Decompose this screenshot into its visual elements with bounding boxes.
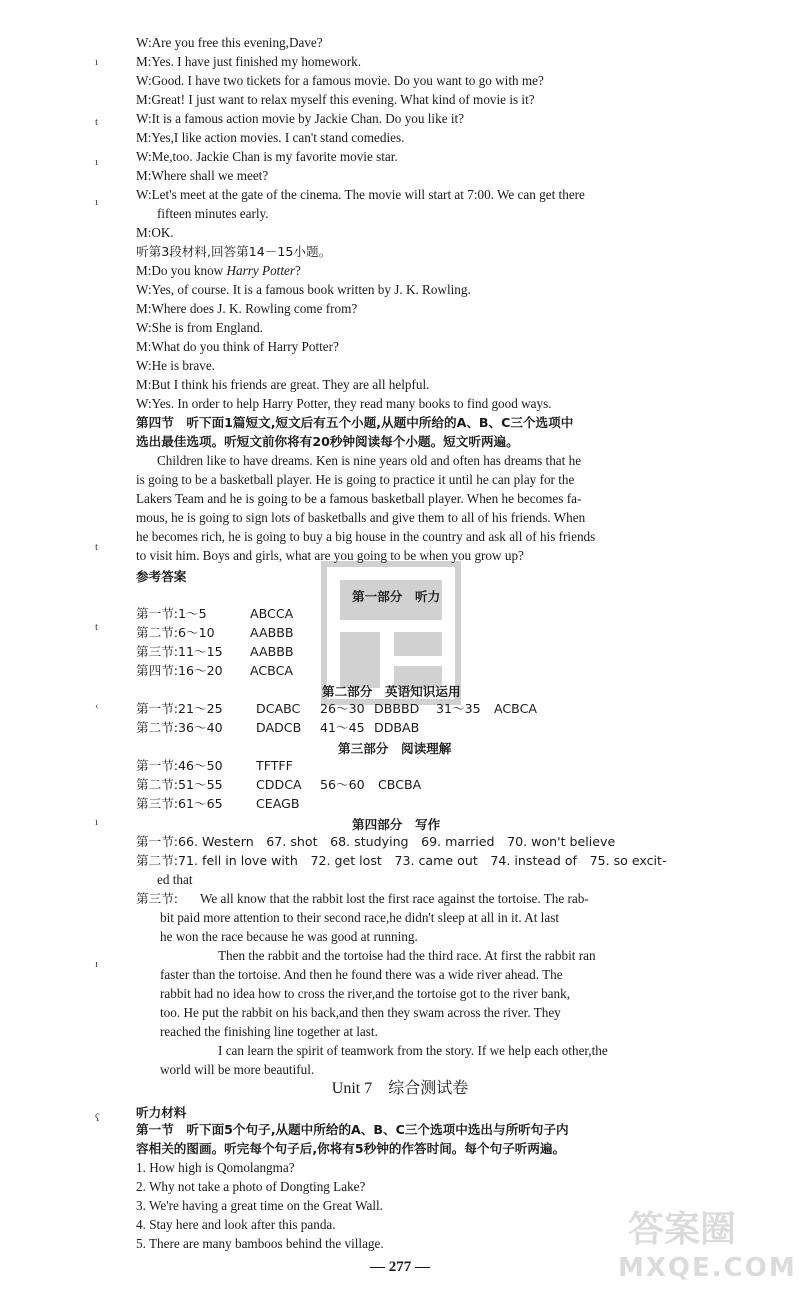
margin-mark: t bbox=[95, 541, 99, 553]
passage-line: Lakers Team and he is going to be a famous basketball player. When he becomes fa- bbox=[136, 491, 582, 506]
answer-value: DBBBD bbox=[374, 701, 420, 716]
dialogue-line: W:He is brave. bbox=[136, 358, 215, 373]
page-number: — 277 — bbox=[370, 1259, 430, 1275]
question-mark: ? bbox=[294, 263, 301, 278]
dialogue-line: W:Are you free this evening,Dave? bbox=[136, 35, 323, 50]
answer-value: ABCCA bbox=[250, 606, 294, 621]
margin-mark: ı bbox=[95, 816, 99, 828]
margin-mark: t bbox=[95, 621, 99, 633]
book-title: Harry Potter bbox=[226, 263, 295, 278]
margin-mark: ʕ bbox=[95, 1112, 100, 1124]
sentence-item: 2. Why not take a photo of Dongting Lake? bbox=[136, 1179, 366, 1194]
passage-line: is going to be a basketball player. He is going to practice it until he can play for the bbox=[136, 472, 575, 487]
sentence-item: 4. Stay here and look after this panda. bbox=[136, 1217, 336, 1232]
answer-row bbox=[136, 605, 293, 623]
material-3-heading: 听第3段材料,回答第14－15小题。 bbox=[136, 244, 332, 259]
answer-value: CDDCA bbox=[256, 777, 302, 792]
watermark-url: MXQE.COM bbox=[618, 1253, 797, 1283]
essay-line: We all know that the rabbit lost the first race against the tortoise. The rab- bbox=[200, 891, 589, 906]
answer-label: 41～45 bbox=[320, 720, 365, 735]
writing-section-1: 第一节:66. Western 67. shot 68. studying 69. married 70. won't believe bbox=[136, 834, 616, 849]
answer-label: 31～35 bbox=[436, 701, 481, 716]
part-1-title: 第一部分 听力 bbox=[352, 589, 441, 604]
dialogue-line: W:Let's meet at the gate of the cinema. The movie will start at 7:00. We can get there bbox=[136, 187, 585, 202]
answer-label: 第四节:16～20 bbox=[136, 663, 223, 678]
answer-label: 第一节:46～50 bbox=[136, 758, 223, 773]
section-4-instruction: 选出最佳选项。听短文前你将有20秒钟阅读每个小题。短文听两遍。 bbox=[136, 434, 519, 449]
passage-line: he becomes rich, he is going to buy a big house in the country and ask all of his friends bbox=[136, 529, 596, 544]
essay-line: rabbit had no idea how to cross the river,and the tortoise got to the river bank, bbox=[160, 986, 571, 1001]
dialogue-line: M:OK. bbox=[136, 225, 174, 240]
dialogue-line: fifteen minutes early. bbox=[157, 206, 269, 221]
listening-title: 听力材料 bbox=[136, 1105, 187, 1120]
answer-label: 第三节:11～15 bbox=[136, 644, 223, 659]
answer-label: 第二节:6～10 bbox=[136, 625, 215, 640]
sentence-item: 3. We're having a great time on the Great Wall. bbox=[136, 1198, 383, 1213]
answer-value: CBCBA bbox=[378, 777, 422, 792]
dialogue-line bbox=[136, 262, 301, 280]
dialogue-line: M:What do you think of Harry Potter? bbox=[136, 339, 339, 354]
essay-line: Then the rabbit and the tortoise had the third race. At first the rabbit ran bbox=[218, 948, 596, 963]
dialogue-line: W:Yes, of course. It is a famous book written by J. K. Rowling. bbox=[136, 282, 471, 297]
margin-mark: ı bbox=[95, 156, 99, 168]
answer-value: ACBCA bbox=[250, 663, 294, 678]
dialogue-text: M:Do you know bbox=[136, 263, 227, 278]
dialogue-line: W:Good. I have two tickets for a famous movie. Do you want to go with me? bbox=[136, 73, 544, 88]
dialogue-line: W:She is from England. bbox=[136, 320, 263, 335]
sentence-item: 5. There are many bamboos behind the village. bbox=[136, 1236, 384, 1251]
essay-line: too. He put the rabbit on his back,and then they swam across the river. They bbox=[160, 1005, 561, 1020]
dialogue-line: W:It is a famous action movie by Jackie Chan. Do you like it? bbox=[136, 111, 465, 126]
answer-value: AABBB bbox=[250, 625, 294, 640]
answer-value: DDBAB bbox=[374, 720, 420, 735]
answer-row bbox=[136, 624, 294, 642]
writing-section-2: 第二节:71. fell in love with 72. get lost 73. came out 74. instead of 75. so excit- bbox=[136, 853, 667, 868]
watermark-cn: 答案圈 bbox=[628, 1209, 737, 1250]
answer-label: 第一节:21～25 bbox=[136, 701, 223, 716]
margin-mark: ı bbox=[95, 958, 99, 970]
answer-label: 26～30 bbox=[320, 701, 365, 716]
answer-row bbox=[136, 700, 537, 718]
answer-row bbox=[136, 719, 436, 737]
answer-label: 第二节:36～40 bbox=[136, 720, 223, 735]
dialogue-line: M:Yes,I like action movies. I can't stand comedies. bbox=[136, 130, 405, 145]
answer-value: ACBCA bbox=[494, 701, 538, 716]
writing-section-2-cont: ed that bbox=[157, 872, 193, 887]
answer-label: 第二节:51～55 bbox=[136, 777, 223, 792]
margin-mark: ‹ bbox=[95, 700, 99, 712]
essay-line: reached the finishing line together at last. bbox=[160, 1024, 378, 1039]
answer-label: 第三节:61～65 bbox=[136, 796, 223, 811]
answer-row bbox=[136, 776, 421, 794]
part-4-title: 第四部分 写作 bbox=[352, 817, 441, 832]
answer-value: DADCB bbox=[256, 720, 302, 735]
essay-line: I can learn the spirit of teamwork from the story. If we help each other,the bbox=[218, 1043, 608, 1058]
essay-line: world will be more beautiful. bbox=[160, 1062, 315, 1077]
answer-value: DCABC bbox=[256, 701, 301, 716]
answer-row bbox=[136, 662, 293, 680]
unit-title: Unit 7 综合测试卷 bbox=[331, 1080, 469, 1097]
dialogue-line: W:Me,too. Jackie Chan is my favorite movie star. bbox=[136, 149, 398, 164]
answer-label: 第一节:1～5 bbox=[136, 606, 207, 621]
unit-section-1-instruction: 容相关的图画。听完每个句子后,你将有5秒钟的作答时间。每个句子听两遍。 bbox=[136, 1141, 566, 1156]
answer-value: CEAGB bbox=[256, 796, 300, 811]
unit-section-1-instruction: 第一节 听下面5个句子,从题中所给的A、B、C三个选项中选出与所听句子内 bbox=[136, 1122, 569, 1137]
part-3-title: 第三部分 阅读理解 bbox=[338, 741, 452, 756]
answer-row bbox=[136, 795, 300, 813]
margin-mark: t bbox=[95, 116, 99, 128]
answers-title: 参考答案 bbox=[136, 569, 187, 584]
sentence-item: 1. How high is Qomolangma? bbox=[136, 1160, 295, 1175]
dialogue-line: M:But I think his friends are great. They are all helpful. bbox=[136, 377, 430, 392]
section-4-instruction: 第四节 听下面1篇短文,短文后有五个小题,从题中所给的A、B、C三个选项中 bbox=[136, 415, 574, 430]
writing-section-3-label: 第三节: bbox=[136, 891, 179, 906]
margin-mark: ı bbox=[95, 56, 99, 68]
margin-mark: ı bbox=[95, 196, 99, 208]
dialogue-line: M:Where shall we meet? bbox=[136, 168, 269, 183]
dialogue-line: W:Yes. In order to help Harry Potter, they read many books to find good ways. bbox=[136, 396, 552, 411]
passage-line: mous, he is going to sign lots of basketballs and give them to all of his friends. When bbox=[136, 510, 586, 525]
watermark-logo bbox=[600, 1195, 797, 1295]
dialogue-line: M:Great! I just want to relax myself this evening. What kind of movie is it? bbox=[136, 92, 535, 107]
part-2-title: 第二部分 英语知识运用 bbox=[322, 684, 461, 699]
answer-value: AABBB bbox=[250, 644, 294, 659]
essay-line: faster than the tortoise. And then he found there was a wide river ahead. The bbox=[160, 967, 563, 982]
answer-label: 56～60 bbox=[320, 777, 365, 792]
answer-value: TFTFF bbox=[256, 758, 293, 773]
essay-line: he won the race because he was good at running. bbox=[160, 929, 418, 944]
dialogue-line: M:Where does J. K. Rowling come from? bbox=[136, 301, 358, 316]
answer-row bbox=[136, 757, 293, 775]
essay-line: bit paid more attention to their second race,he didn't sleep at all in it. At last bbox=[160, 910, 559, 925]
passage-line: Children like to have dreams. Ken is nine years old and often has dreams that he bbox=[157, 453, 582, 468]
passage-line: to visit him. Boys and girls, what are you going to be when you grow up? bbox=[136, 548, 524, 563]
answer-row bbox=[136, 643, 294, 661]
dialogue-line: M:Yes. I have just finished my homework. bbox=[136, 54, 362, 69]
